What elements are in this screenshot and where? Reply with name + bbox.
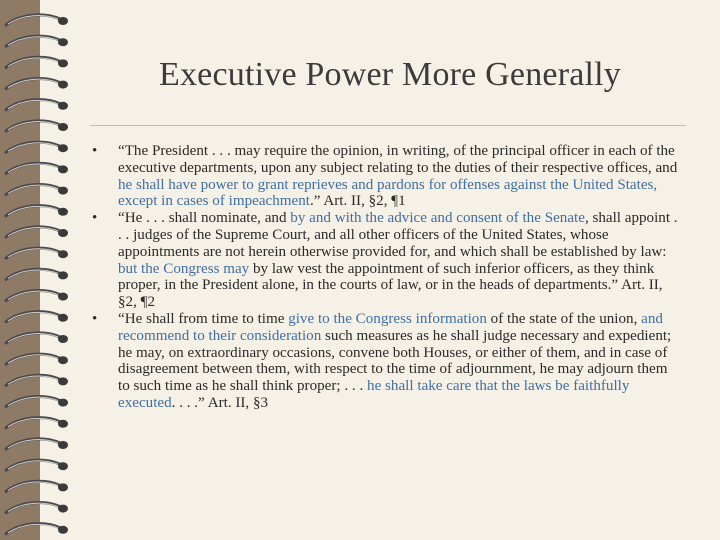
binding-ring (6, 142, 68, 152)
binding-ring (6, 397, 68, 407)
text-segment: of the state of the union, (486, 310, 642, 327)
binding-ring (6, 269, 68, 279)
binding-ring (6, 354, 68, 364)
binding-ring (6, 524, 68, 534)
highlighted-text: by and with the advice and consent of the Senate (290, 210, 585, 227)
binding-ring (6, 79, 68, 89)
highlighted-text: and recommend to their consideration (118, 310, 663, 344)
binding-ring (6, 375, 68, 385)
bullet-text (118, 311, 671, 411)
bullet-list (92, 143, 682, 412)
binding-ring (6, 439, 68, 449)
binding-ring (6, 248, 68, 258)
highlighted-text: give to the Congress information (288, 310, 487, 327)
bullet-marker: • (92, 143, 98, 159)
bullet-item (92, 210, 682, 311)
binding-ring (6, 100, 68, 110)
highlighted-text: but the Congress may (118, 260, 250, 277)
binding-ring (6, 312, 68, 322)
binding-ring (6, 503, 68, 513)
binding-ring (6, 481, 68, 491)
highlighted-text: he shall take care that the laws be faithfully executed (118, 378, 630, 411)
bullet-item (92, 311, 682, 412)
text-segment: , shall appoint . . . judges of the Supreme Court, and all other officers of the United States, whose appointments are not herein otherwise provided for, and which shall be established by law: (118, 210, 678, 260)
bullet-marker: • (92, 210, 98, 227)
text-segment: .” Art. II, §2, ¶1 (309, 193, 406, 210)
binding-ring (6, 227, 68, 237)
binding-ring (6, 121, 68, 131)
binding-ring (6, 163, 68, 173)
slide-title: Executive Power More Generally (159, 56, 621, 93)
bullet-item (92, 143, 682, 210)
text-segment: “He shall from time to time (118, 310, 289, 327)
binding-ring (6, 460, 68, 470)
title-divider (90, 125, 686, 126)
text-segment: “The President . . . may require the opinion, in writing, of the principal officer in each of the executive departments, upon any subject relating to the duties of their respective offices, and (118, 143, 678, 176)
text-segment: by law vest the appointment of such inferior officers, as they think proper, in the President alone, in the courts of law, or in the heads of departments.” Art. II, §2, ¶2 (118, 260, 663, 311)
spiral-binding (0, 0, 80, 540)
text-segment: . . . .” Art. II, §3 (171, 394, 269, 411)
binding-ring (6, 36, 68, 46)
text-segment: “He . . . shall nominate, and (118, 210, 291, 227)
binding-ring (6, 15, 68, 25)
text-segment: such measures as he shall judge necessary and expedient; he may, on extraordinary occasions, convene both Houses, or either of them, and in case of disagreement between them, with respect to the time of adjournment, he may adjourn them to such time as he shall think proper; . . . (118, 327, 672, 395)
binding-ring (6, 291, 68, 301)
bullet-text (118, 210, 678, 310)
bullet-marker: • (92, 310, 98, 327)
binding-ring (6, 333, 68, 343)
binding-ring (6, 185, 68, 195)
bullet-text (118, 143, 677, 209)
binding-ring (6, 57, 68, 67)
binding-ring (6, 206, 68, 216)
highlighted-text: he shall have power to grant reprieves and pardons for offenses against the United States, except in cases of impeachment (118, 176, 658, 210)
binding-ring (6, 418, 68, 428)
